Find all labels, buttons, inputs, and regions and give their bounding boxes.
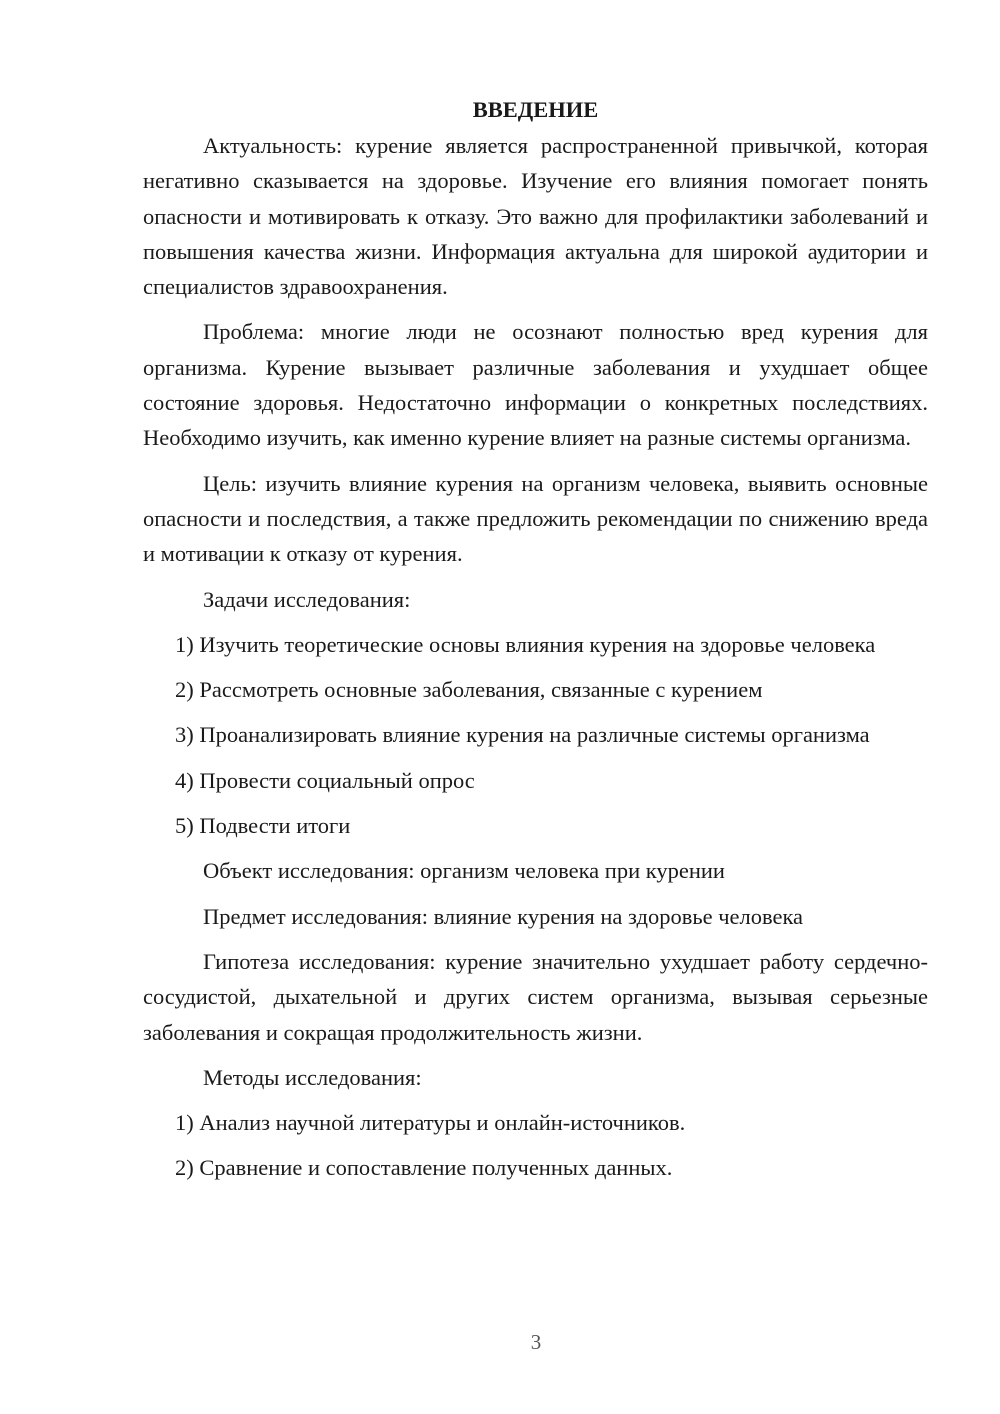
problem-paragraph: Проблема: многие люди не осознают полностью вред курения для организма. Курение вызывает различные заболевания и ухудшает общее состояние здоровья. Недостаточно информации о конкретных последствиях. Необходимо изучить, как именно курение влияет на разные системы организма. — [143, 319, 928, 451]
goal-paragraph: Цель: изучить влияние курения на организм человека, выявить основные опасности и последствия, а также предложить рекомендации по снижению вреда и мотивации к отказу от курения. — [143, 470, 928, 567]
method-item: 2) Сравнение и сопоставление полученных данных. — [175, 1155, 673, 1181]
page-number: 3 — [530, 1330, 542, 1354]
methods-heading: Методы исследования: — [203, 1064, 422, 1090]
task-item: 4) Провести социальный опрос — [175, 767, 475, 793]
method-item: 1) Анализ научной литературы и онлайн-источников. — [175, 1110, 686, 1136]
task-item: 2) Рассмотреть основные заболевания, связанные с курением — [175, 677, 763, 703]
relevance-paragraph: Актуальность: курение является распространенной привычкой, которая негативно сказывается на здоровье. Изучение его влияния помогает понять опасности и мотивировать к отказу. Это важно для профилактики заболеваний и повышения качества жизни. Информация актуальна для широкой аудитории и специалистов здравоохранения. — [143, 133, 928, 300]
page-content — [143, 92, 928, 1196]
task-item: 3) Проанализировать влияние курения на различные системы организма — [175, 722, 870, 748]
task-item: 1) Изучить теоретические основы влияния курения на здоровье человека — [175, 631, 876, 657]
subject-paragraph: Предмет исследования: влияние курения на здоровье человека — [203, 903, 804, 929]
object-paragraph: Объект исследования: организм человека при курении — [203, 858, 725, 884]
hypothesis-paragraph: Гипотеза исследования: курение значительно ухудшает работу сердечно-сосудистой, дыхательной и других систем организма, вызывая серьезные заболевания и сокращая продолжительность жизни. — [143, 948, 928, 1045]
tasks-heading: Задачи исследования: — [203, 586, 411, 612]
section-title: ВВЕДЕНИЕ — [472, 97, 599, 122]
task-item: 5) Подвести итоги — [175, 813, 351, 839]
